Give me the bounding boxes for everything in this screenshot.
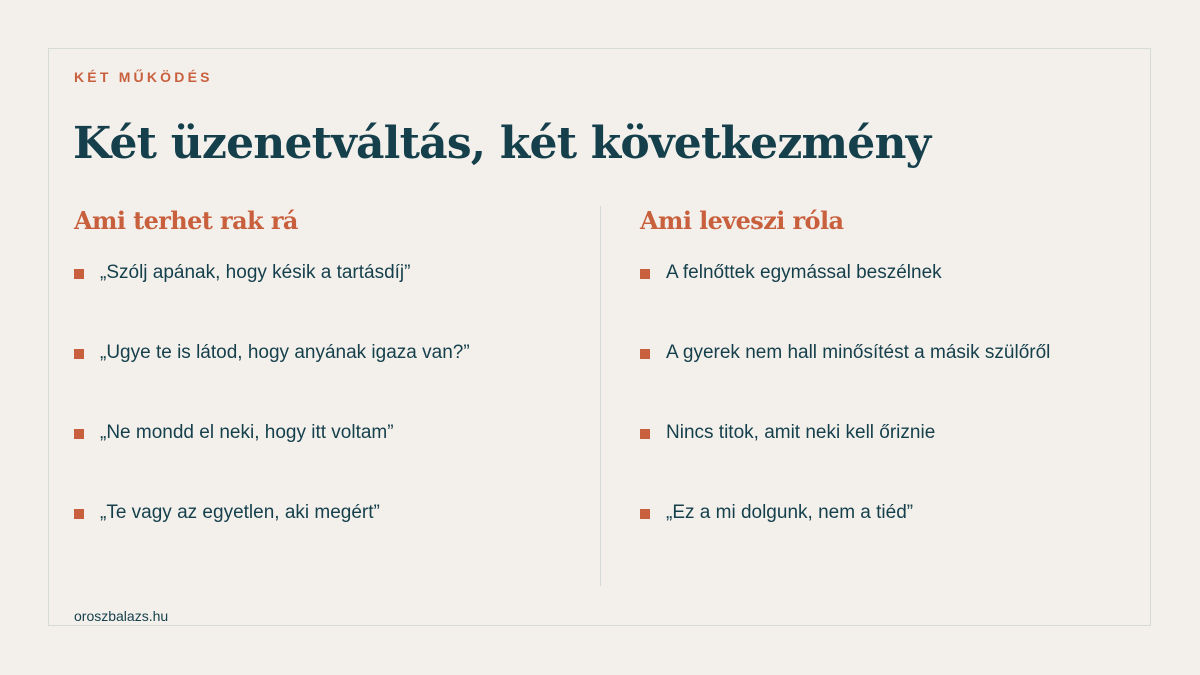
slide-title: Két üzenetváltás, két következmény — [73, 118, 931, 169]
list-item — [74, 252, 574, 332]
list-item-text: „Ne mondd el neki, hogy itt voltam” — [100, 422, 394, 443]
square-bullet-icon — [74, 269, 84, 279]
square-bullet-icon — [640, 269, 650, 279]
list-item — [74, 492, 574, 572]
footer-url: oroszbalazs.hu — [74, 608, 169, 624]
list-item-text: A gyerek nem hall minősítést a másik szülőről — [666, 342, 1051, 363]
left-column-heading: Ami terhet rak rá — [74, 206, 298, 235]
list-item — [640, 252, 1130, 332]
square-bullet-icon — [74, 509, 84, 519]
list-item-text: „Ez a mi dolgunk, nem a tiéd” — [666, 502, 914, 523]
right-bullet-list — [640, 252, 1130, 572]
list-item-text: „Te vagy az egyetlen, aki megért” — [100, 502, 380, 523]
square-bullet-icon — [640, 429, 650, 439]
list-item — [640, 412, 1130, 492]
list-item — [640, 332, 1130, 412]
list-item — [74, 332, 574, 412]
list-item-text: „Szólj apának, hogy késik a tartásdíj” — [100, 262, 411, 283]
list-item-text: „Ugye te is látod, hogy anyának igaza van?” — [100, 342, 470, 363]
list-item — [74, 412, 574, 492]
square-bullet-icon — [640, 349, 650, 359]
eyebrow-label: KÉT MŰKÖDÉS — [74, 69, 213, 85]
square-bullet-icon — [640, 509, 650, 519]
column-divider — [600, 206, 601, 586]
list-item — [640, 492, 1130, 572]
list-item-text: Nincs titok, amit neki kell őriznie — [666, 422, 936, 443]
list-item-text: A felnőttek egymással beszélnek — [666, 262, 942, 283]
square-bullet-icon — [74, 429, 84, 439]
left-bullet-list — [74, 252, 574, 572]
right-column-heading: Ami leveszi róla — [640, 206, 844, 235]
square-bullet-icon — [74, 349, 84, 359]
